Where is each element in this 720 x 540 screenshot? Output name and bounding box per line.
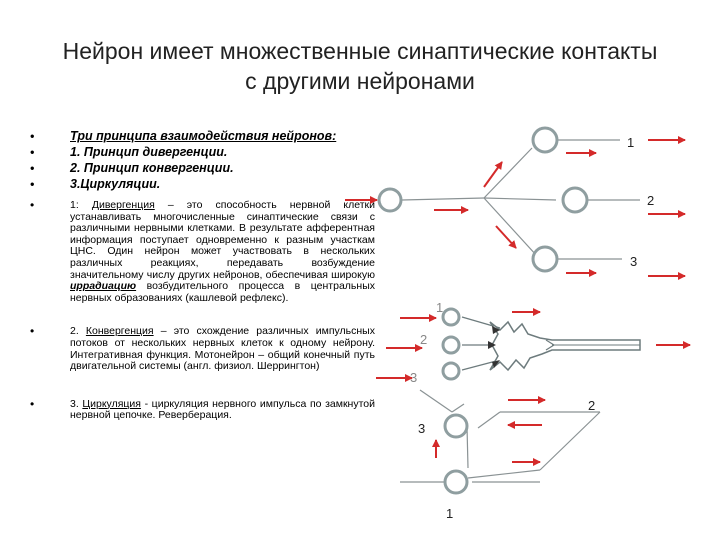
title-line-2: с другими нейронами [245, 68, 475, 94]
title-line-1: Нейрон имеет множественные синаптические контакты [62, 38, 658, 64]
convergence-diagram [376, 300, 690, 385]
conv-label-3: 3 [410, 370, 418, 385]
divergence-branches [402, 140, 640, 259]
circ-label-3: 3 [418, 421, 426, 436]
source-neuron-soma [379, 189, 401, 211]
input-neuron-2 [443, 337, 459, 353]
input-neuron-1 [443, 309, 459, 325]
div-label-2: 2 [647, 193, 655, 208]
circulation-text: - циркуляция нервного импульса по замкнутой нервной цепочке. Реверберация. [70, 397, 375, 422]
divergence-text-2: возбудительного процесса в центральных нервных образованиях (кашлевой рефлекс). [70, 280, 375, 304]
convergence-term: Конвергенция [85, 325, 154, 338]
div-label-3: 3 [630, 254, 638, 269]
circulation-term: Циркуляция [82, 397, 141, 410]
divergence-term: Дивергенция [91, 199, 155, 211]
principle-divergence: • 1. Принцип дивергенции. [30, 144, 375, 160]
principles-heading: • Три принципа взаимодействия нейронов: [30, 128, 375, 144]
target-neuron-soma-2 [563, 188, 587, 212]
circulation-number: 3. [70, 397, 83, 410]
circulation-diagram [400, 390, 600, 521]
divergence-number: 1: [70, 199, 92, 211]
divergence-diagram [345, 128, 685, 276]
div-label-1: 1 [627, 135, 635, 150]
convergence-text: – это схождение различных импульсных потоков от нескольких нервных клеток к одному нейрону. Интегративная функция. Мотонейрон – общий конечный путь двигательной системы (англ. физиол. Шеррингтон) [70, 325, 375, 373]
input-neuron-3 [443, 363, 459, 379]
conv-label-1: 1 [436, 300, 444, 315]
circ-neuron-1 [445, 471, 467, 493]
circ-label-1: 1 [446, 506, 454, 521]
conv-label-2: 2 [420, 332, 428, 347]
target-neuron-soma-1 [533, 128, 557, 152]
divergence-text-1: – это способность нервной клетки устанавливать многочисленные синаптические связи с различными нервными клетками. В результате афферентная информация поступает одновременно к разным участкам ЦНС. Один нейрон может участвовать в нескольких различных реакциях, передавать возбуждение значительному числу других нейронов, обеспечивая широкую [70, 199, 375, 281]
principle-circulation: • 3.Циркуляции. [30, 176, 375, 192]
principle-convergence: • 2. Принцип конвергенции. [30, 160, 375, 176]
motoneuron-body [490, 322, 640, 370]
circ-label-2: 2 [588, 398, 596, 413]
target-neuron-soma-3 [533, 247, 557, 271]
irradiation-term: иррадиацию [70, 280, 137, 293]
circ-neuron-3 [445, 415, 467, 437]
convergence-number: 2. [70, 325, 86, 338]
div-branch-arrow-1 [484, 162, 502, 187]
